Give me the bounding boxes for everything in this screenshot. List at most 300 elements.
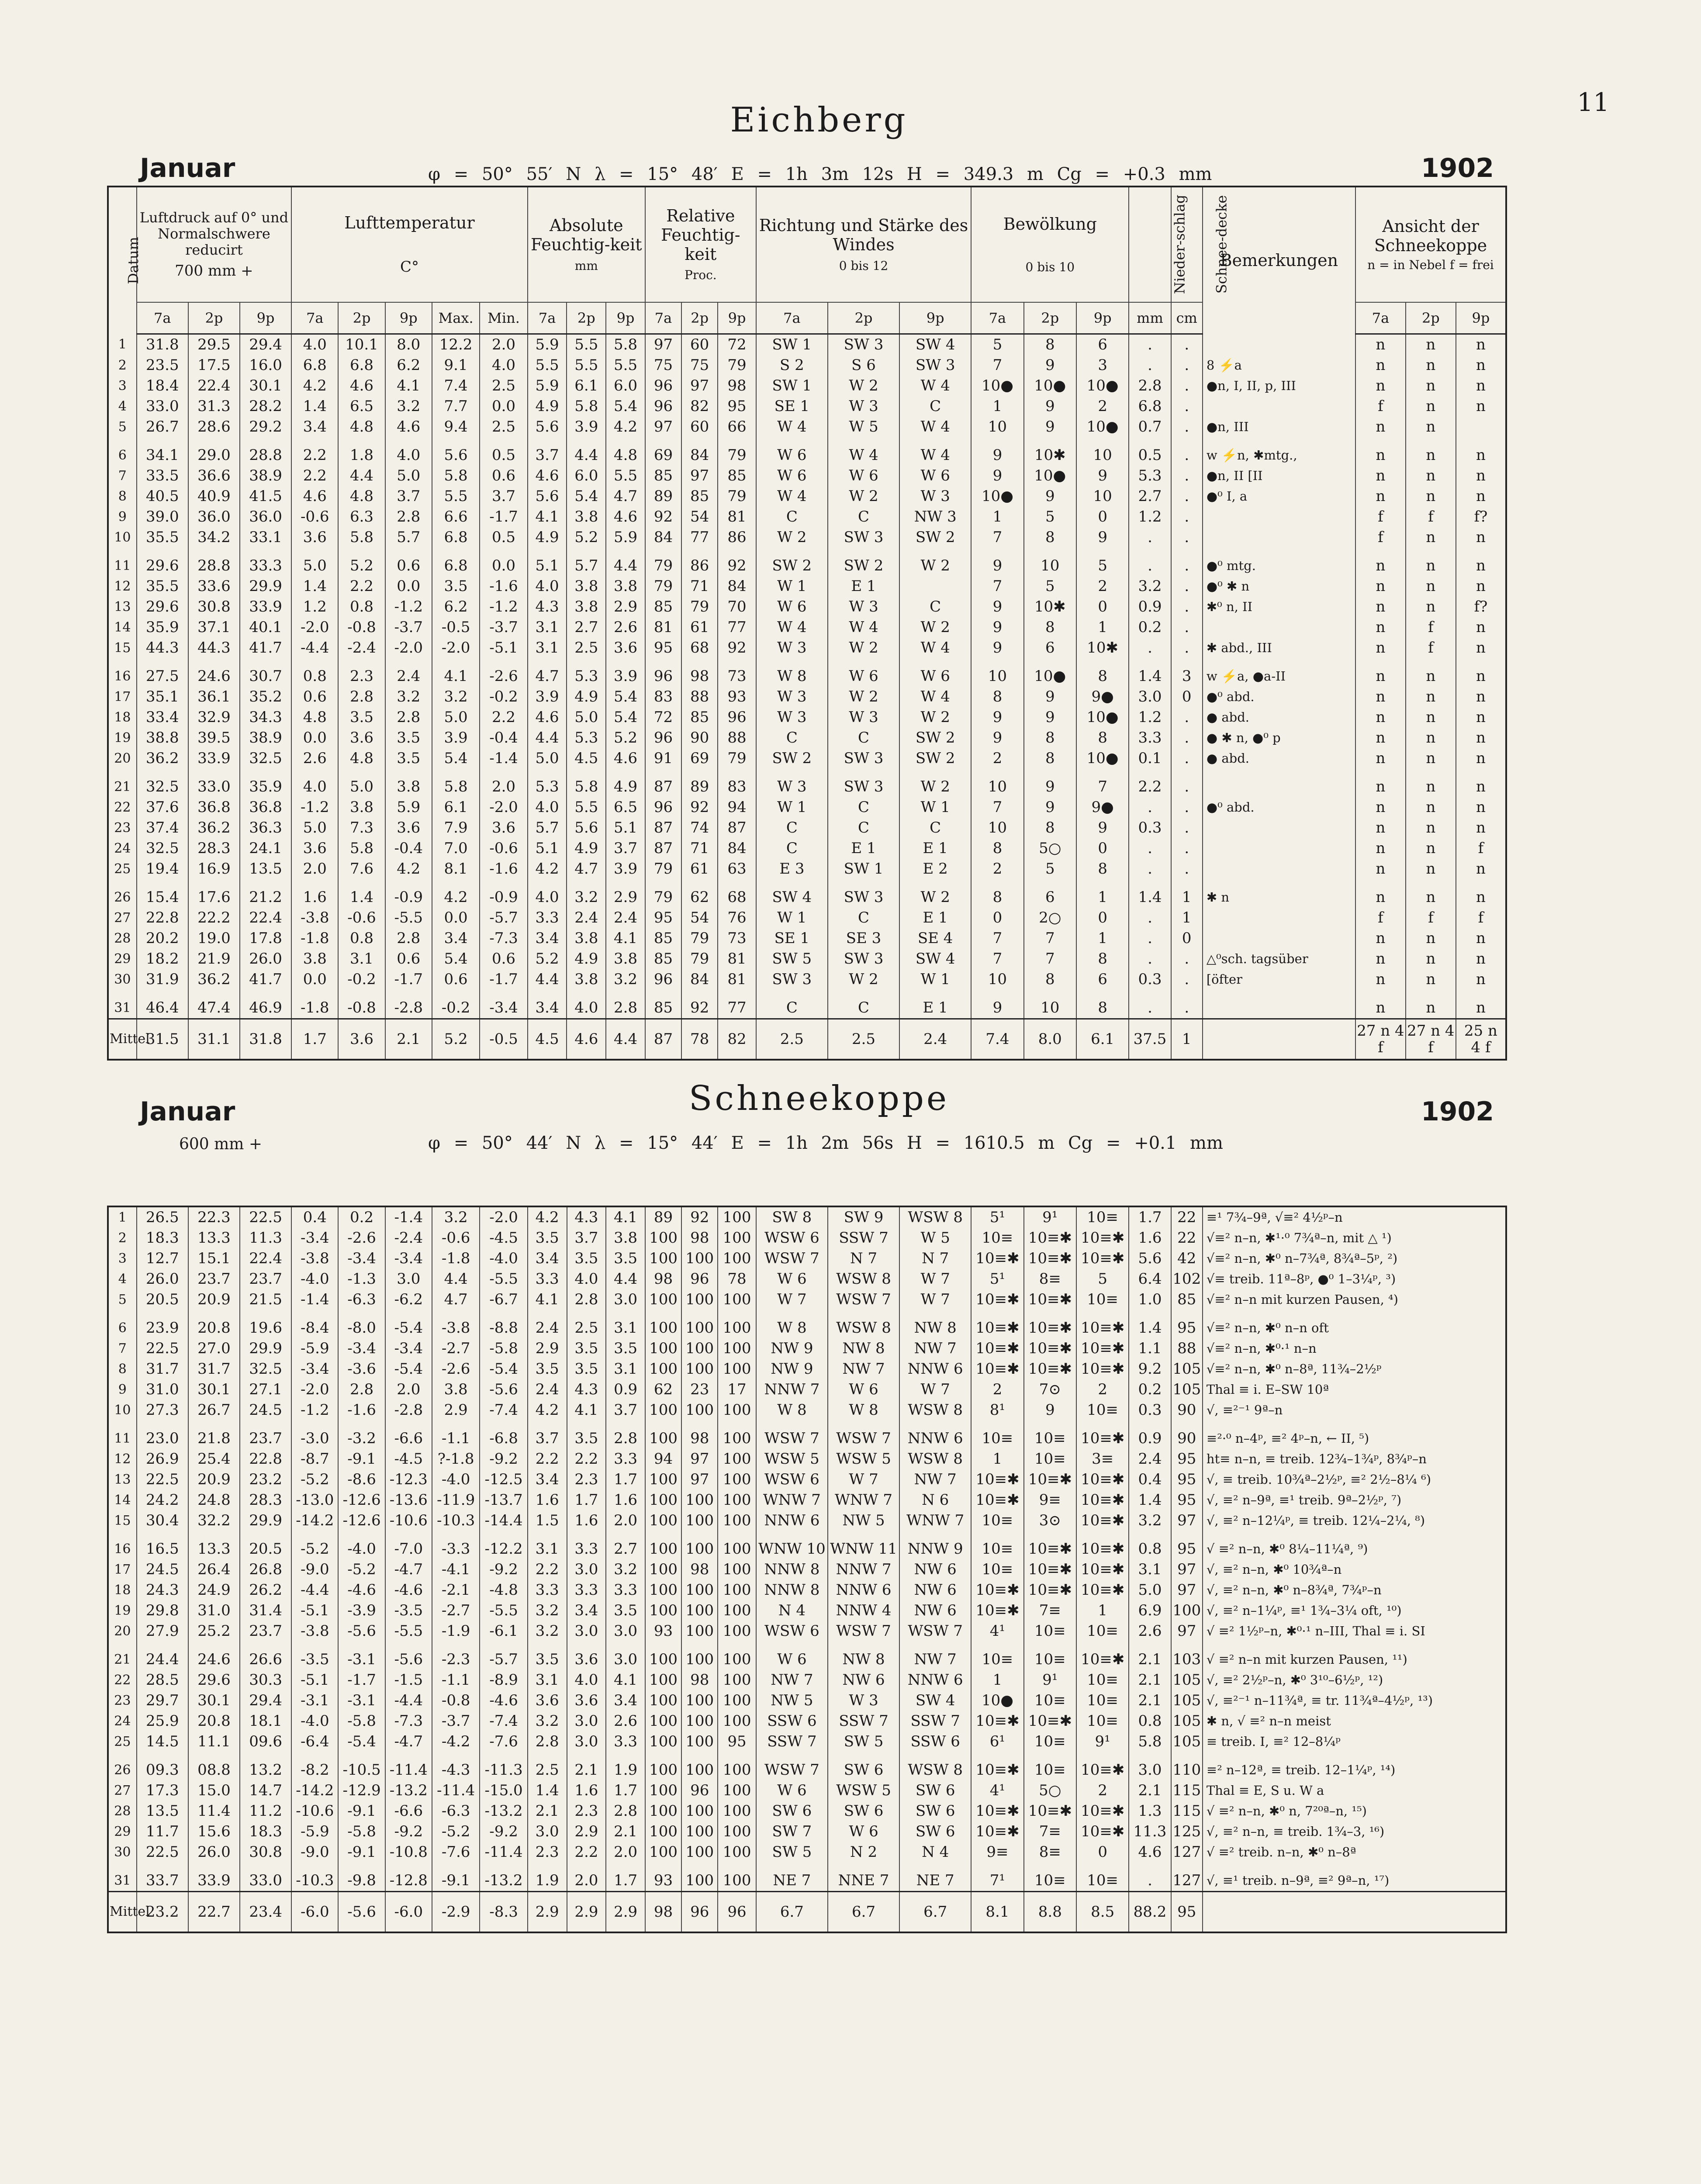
data-cell: 62: [645, 1379, 681, 1400]
data-cell: NNE 7: [828, 1863, 899, 1892]
data-cell: -4.7: [385, 1559, 432, 1580]
bw-9p: 9p: [1076, 302, 1129, 334]
data-cell: 5.9: [528, 334, 567, 356]
data-cell: 3.3: [528, 1269, 567, 1289]
data-cell: 4.3: [567, 1379, 606, 1400]
data-cell: 97: [681, 1469, 718, 1490]
remark-cell: √, ≡²⁻¹ n–11¾ª, ≡ tr. 11¾ª–4½ᵖ, ¹³): [1203, 1690, 1506, 1711]
mittel-cell: 25 n 4 f: [1456, 1019, 1506, 1060]
data-cell: 2.4: [1129, 1449, 1171, 1469]
data-cell: 10: [1076, 437, 1129, 466]
data-cell: 7.3: [338, 818, 385, 838]
data-cell: 72: [645, 707, 681, 728]
data-cell: 100: [681, 1400, 718, 1420]
data-cell: E 1: [899, 838, 971, 859]
data-cell: -2.7: [432, 1338, 480, 1359]
data-cell: 98: [681, 1228, 718, 1248]
data-cell: 6.8: [432, 548, 480, 576]
data-cell: 1: [971, 507, 1023, 527]
data-cell: 10≡✱: [1024, 1289, 1076, 1310]
mittel-cell: 7.4: [971, 1019, 1023, 1060]
data-cell: 7⊙: [1024, 1379, 1076, 1400]
data-cell: -1.9: [432, 1621, 480, 1641]
day-cell: 25: [108, 1731, 137, 1752]
day-cell: 26: [108, 879, 137, 908]
data-cell: .: [1171, 548, 1203, 576]
data-cell: 71: [681, 576, 718, 597]
data-cell: 3.5: [528, 1359, 567, 1379]
data-cell: 4.1: [385, 376, 432, 396]
data-cell: 79: [645, 879, 681, 908]
data-cell: W 2: [828, 638, 899, 658]
data-cell: -6.6: [385, 1801, 432, 1821]
data-cell: 16.0: [240, 355, 291, 376]
data-cell: SW 4: [756, 879, 828, 908]
data-cell: 2.5: [567, 1310, 606, 1338]
data-cell: 98: [681, 1559, 718, 1580]
data-cell: W 2: [899, 707, 971, 728]
data-cell: -11.4: [385, 1752, 432, 1780]
data-cell: 5.0: [291, 548, 338, 576]
data-cell: 8: [1024, 969, 1076, 990]
data-cell: -1.1: [432, 1670, 480, 1690]
day-cell: 11: [108, 548, 137, 576]
data-cell: 4.0: [567, 990, 606, 1019]
table-row: [108, 507, 1506, 527]
data-cell: W 6: [756, 1780, 828, 1801]
data-cell: 7¹: [971, 1863, 1023, 1892]
data-cell: 4.6: [528, 466, 567, 486]
data-cell: .: [1171, 638, 1203, 658]
data-cell: NNW 8: [756, 1580, 828, 1600]
data-cell: 4.4: [528, 969, 567, 990]
remark-cell: w ⚡n, ✱mtg.,: [1203, 437, 1355, 466]
data-cell: f: [1406, 638, 1456, 658]
data-cell: 25.4: [188, 1449, 240, 1469]
data-cell: -12.9: [338, 1780, 385, 1801]
data-cell: 9: [971, 466, 1023, 486]
eichberg-header: [131, 100, 1507, 188]
data-cell: n: [1406, 748, 1456, 769]
data-cell: -10.6: [385, 1510, 432, 1531]
data-cell: 1.6: [528, 1490, 567, 1510]
data-cell: 2.0: [480, 769, 527, 797]
data-cell: 10≡✱: [971, 1821, 1023, 1842]
data-cell: 5.7: [385, 527, 432, 548]
data-cell: W 6: [756, 1641, 828, 1670]
data-cell: -5.5: [385, 908, 432, 928]
data-cell: 3.2: [432, 1206, 480, 1228]
data-cell: 2.1: [1129, 1690, 1171, 1711]
data-cell: 7: [971, 355, 1023, 376]
data-cell: SW 1: [756, 376, 828, 396]
data-cell: W 2: [756, 527, 828, 548]
data-cell: 7.9: [432, 818, 480, 838]
data-cell: SW 4: [899, 1690, 971, 1711]
data-cell: 6.8: [432, 527, 480, 548]
data-cell: 85: [645, 466, 681, 486]
data-cell: 22.5: [137, 1842, 188, 1863]
data-cell: 38.9: [240, 466, 291, 486]
data-cell: -13.0: [291, 1490, 338, 1510]
data-cell: SSW 6: [899, 1731, 971, 1752]
remark-cell: Thal ≡ E, S u. W a: [1203, 1780, 1506, 1801]
data-cell: 85: [645, 597, 681, 617]
remark-cell: [1203, 769, 1355, 797]
data-cell: 6.0: [606, 376, 645, 396]
data-cell: 84: [718, 576, 756, 597]
data-cell: 95: [645, 908, 681, 928]
data-cell: f: [1406, 908, 1456, 928]
data-cell: 10≡✱: [1076, 1490, 1129, 1510]
data-cell: -2.3: [432, 1641, 480, 1670]
data-cell: .: [1171, 818, 1203, 838]
data-cell: n: [1406, 466, 1456, 486]
data-cell: f: [1406, 617, 1456, 638]
data-cell: 1.7: [606, 1780, 645, 1801]
data-cell: 20.9: [188, 1469, 240, 1490]
data-cell: -9.0: [291, 1842, 338, 1863]
data-cell: 100: [681, 1863, 718, 1892]
data-cell: n: [1355, 969, 1406, 990]
data-cell: W 2: [828, 486, 899, 507]
data-cell: 40.9: [188, 486, 240, 507]
data-cell: 3.9: [432, 728, 480, 748]
data-cell: SW 1: [756, 334, 828, 356]
data-cell: C: [828, 908, 899, 928]
data-cell: 13.2: [240, 1752, 291, 1780]
data-cell: 71: [681, 838, 718, 859]
table-row: [108, 1449, 1506, 1469]
data-cell: -7.6: [432, 1842, 480, 1863]
data-cell: 84: [645, 527, 681, 548]
data-cell: -9.2: [480, 1821, 527, 1842]
data-cell: 28.3: [240, 1490, 291, 1510]
data-cell: -6.7: [480, 1289, 527, 1310]
data-cell: 19.0: [188, 928, 240, 949]
data-cell: n: [1456, 466, 1506, 486]
data-cell: 4.6: [338, 376, 385, 396]
data-cell: 3.7: [480, 486, 527, 507]
data-cell: 6.9: [1129, 1600, 1171, 1621]
remark-cell: ≡¹ 7¾–9ª, √≡² 4½ᵖ–n: [1203, 1206, 1506, 1228]
data-cell: -3.0: [291, 1420, 338, 1449]
data-cell: 22.5: [240, 1206, 291, 1228]
data-cell: -3.1: [291, 1690, 338, 1711]
data-cell: -1.7: [385, 969, 432, 990]
data-cell: n: [1456, 748, 1506, 769]
data-cell: W 6: [756, 437, 828, 466]
data-cell: -3.5: [291, 1641, 338, 1670]
data-cell: 5.0: [338, 769, 385, 797]
data-cell: 36.1: [188, 687, 240, 707]
data-cell: -5.1: [291, 1670, 338, 1690]
data-cell: 4.1: [567, 1400, 606, 1420]
data-cell: 22.2: [188, 908, 240, 928]
data-cell: 5.0: [432, 707, 480, 728]
day-cell: 3: [108, 1248, 137, 1269]
data-cell: -5.7: [480, 1641, 527, 1670]
data-cell: -3.4: [291, 1359, 338, 1379]
data-cell: 29.7: [137, 1690, 188, 1711]
af-2p: 2p: [567, 302, 606, 334]
data-cell: -8.4: [291, 1310, 338, 1338]
data-cell: W 6: [756, 597, 828, 617]
data-cell: 0.6: [432, 969, 480, 990]
mittel-cell: 98: [645, 1892, 681, 1933]
data-cell: -1.4: [291, 1289, 338, 1310]
mittel-cell: -6.0: [291, 1892, 338, 1933]
data-cell: 3.1: [528, 638, 567, 658]
remark-cell: △⁰sch. tagsüber: [1203, 949, 1355, 969]
data-cell: n: [1456, 687, 1506, 707]
data-cell: 10≡✱: [1076, 1228, 1129, 1248]
data-cell: 4.0: [480, 355, 527, 376]
data-cell: f?: [1456, 507, 1506, 527]
eichberg-station-title: Eichberg: [730, 100, 908, 140]
data-cell: 29.9: [240, 1510, 291, 1531]
data-cell: 10≡: [971, 1531, 1023, 1559]
day-cell: 3: [108, 376, 137, 396]
data-cell: 11.1: [188, 1731, 240, 1752]
data-cell: SW 5: [828, 1731, 899, 1752]
data-cell: -4.5: [480, 1228, 527, 1248]
data-cell: -3.4: [291, 1228, 338, 1248]
schneekoppe-rows: [108, 1206, 1506, 1932]
data-cell: 95: [1171, 1310, 1203, 1338]
data-cell: 10≡: [971, 1420, 1023, 1449]
data-cell: -3.8: [432, 1310, 480, 1338]
niederschlag-header: Nieder-schlag: [1129, 187, 1171, 302]
data-cell: 9●: [1076, 687, 1129, 707]
data-cell: W 2: [899, 879, 971, 908]
data-cell: n: [1406, 376, 1456, 396]
mittel-cell: 4.4: [606, 1019, 645, 1060]
data-cell: 0.0: [480, 396, 527, 417]
data-cell: 10≡✱: [1076, 1559, 1129, 1580]
data-cell: 5.8: [338, 838, 385, 859]
data-cell: 100: [718, 1228, 756, 1248]
day-cell: 19: [108, 1600, 137, 1621]
data-cell: 33.7: [137, 1863, 188, 1892]
data-cell: -7.3: [385, 1711, 432, 1731]
data-cell: 3.5: [528, 1641, 567, 1670]
data-cell: 79: [718, 355, 756, 376]
mittel-cell: 2.1: [385, 1019, 432, 1060]
data-cell: 0.8: [338, 597, 385, 617]
data-cell: 0.0: [480, 548, 527, 576]
data-cell: WSW 7: [828, 1289, 899, 1310]
data-cell: 2.5: [480, 417, 527, 437]
data-cell: 92: [645, 507, 681, 527]
data-cell: 96: [645, 797, 681, 818]
af-7a: 7a: [528, 302, 567, 334]
data-cell: 26.0: [137, 1269, 188, 1289]
data-cell: 2.8: [385, 707, 432, 728]
data-cell: 0.4: [1129, 1469, 1171, 1490]
data-cell: n: [1406, 707, 1456, 728]
data-cell: 92: [718, 638, 756, 658]
data-cell: W 4: [828, 437, 899, 466]
data-cell: W 3: [756, 769, 828, 797]
data-cell: 34.1: [137, 437, 188, 466]
data-cell: n: [1406, 437, 1456, 466]
data-cell: 15.0: [188, 1780, 240, 1801]
data-cell: 6.8: [338, 355, 385, 376]
data-cell: 100: [645, 1641, 681, 1670]
data-cell: 1: [971, 396, 1023, 417]
data-cell: 0.8: [338, 928, 385, 949]
table-row: [108, 1641, 1506, 1670]
table-row: [108, 376, 1506, 396]
data-cell: n: [1406, 417, 1456, 437]
data-cell: 5.2: [528, 949, 567, 969]
data-cell: .: [1129, 334, 1171, 356]
data-cell: -12.8: [385, 1863, 432, 1892]
data-cell: -2.0: [480, 1206, 527, 1228]
data-cell: 92: [681, 797, 718, 818]
data-cell: SE 4: [899, 928, 971, 949]
data-cell: 4.4: [338, 466, 385, 486]
table-row: [108, 1863, 1506, 1892]
lt-min: Min.: [480, 302, 527, 334]
data-cell: -4.5: [385, 1449, 432, 1469]
table-row: [108, 466, 1506, 486]
data-cell: NW 9: [756, 1338, 828, 1359]
data-cell: 10≡✱: [1076, 1580, 1129, 1600]
data-cell: 1.4: [1129, 879, 1171, 908]
data-cell: 100: [718, 1248, 756, 1269]
data-cell: -5.5: [480, 1269, 527, 1289]
mittel-cell: 2.4: [899, 1019, 971, 1060]
data-cell: 100: [718, 1641, 756, 1670]
data-cell: 0: [1171, 928, 1203, 949]
data-cell: 31.7: [137, 1359, 188, 1379]
table-row: [108, 949, 1506, 969]
data-cell: 3.6: [291, 527, 338, 548]
data-cell: 8: [1024, 748, 1076, 769]
data-cell: 2.4: [528, 1379, 567, 1400]
data-cell: 81: [645, 617, 681, 638]
data-cell: 95: [1171, 1531, 1203, 1559]
data-cell: 20.9: [188, 1289, 240, 1310]
data-cell: 96: [645, 658, 681, 687]
data-cell: 33.6: [188, 576, 240, 597]
data-cell: 13.3: [188, 1531, 240, 1559]
data-cell: 3.2: [528, 1621, 567, 1641]
data-cell: n: [1406, 769, 1456, 797]
data-cell: -0.6: [480, 838, 527, 859]
data-cell: 4.0: [528, 797, 567, 818]
data-cell: -4.6: [480, 1690, 527, 1711]
data-cell: 4.6: [606, 748, 645, 769]
data-cell: 77: [681, 527, 718, 548]
data-cell: 27.1: [240, 1379, 291, 1400]
data-cell: 2.2: [567, 1449, 606, 1469]
data-cell: NNW 7: [756, 1379, 828, 1400]
data-cell: 10≡✱: [971, 1310, 1023, 1338]
data-cell: 62: [681, 879, 718, 908]
data-cell: 92: [681, 1206, 718, 1228]
day-cell: 29: [108, 949, 137, 969]
data-cell: 29.8: [137, 1600, 188, 1621]
data-cell: 75: [681, 355, 718, 376]
data-cell: 10●: [971, 376, 1023, 396]
data-cell: WSW 7: [899, 1621, 971, 1641]
data-cell: 3.9: [528, 687, 567, 707]
data-cell: 32.2: [188, 1510, 240, 1531]
data-cell: NW 8: [899, 1310, 971, 1338]
data-cell: 08.8: [188, 1752, 240, 1780]
data-cell: 15.1: [188, 1248, 240, 1269]
table-row: [108, 797, 1506, 818]
data-cell: 28.3: [188, 838, 240, 859]
data-cell: 6.4: [1129, 1269, 1171, 1289]
data-cell: 10≡: [1024, 1641, 1076, 1670]
data-cell: NNW 6: [899, 1670, 971, 1690]
data-cell: 100: [718, 1801, 756, 1821]
data-cell: 1.2: [1129, 707, 1171, 728]
data-cell: 22.4: [240, 908, 291, 928]
mittel-cell: 2.9: [528, 1892, 567, 1933]
day-cell: 24: [108, 838, 137, 859]
data-cell: W 3: [899, 486, 971, 507]
data-cell: 100: [718, 1490, 756, 1510]
data-cell: n: [1456, 769, 1506, 797]
data-cell: 4.1: [606, 1670, 645, 1690]
data-cell: 3.6: [480, 818, 527, 838]
data-cell: n: [1355, 466, 1406, 486]
table-row: [108, 1228, 1506, 1248]
data-cell: 3.8: [432, 1379, 480, 1400]
data-cell: -15.0: [480, 1780, 527, 1801]
data-cell: E 1: [899, 908, 971, 928]
data-cell: 5.6: [567, 818, 606, 838]
data-cell: .: [1129, 949, 1171, 969]
data-cell: 9: [971, 437, 1023, 466]
data-cell: 4.9: [528, 527, 567, 548]
data-cell: 3.0: [606, 1621, 645, 1641]
data-cell: NW 7: [899, 1338, 971, 1359]
data-cell: 26.0: [240, 949, 291, 969]
data-cell: 83: [718, 769, 756, 797]
table-row: [108, 1400, 1506, 1420]
data-cell: -5.9: [291, 1821, 338, 1842]
data-cell: -2.0: [432, 638, 480, 658]
data-cell: 47.4: [188, 990, 240, 1019]
day-cell: 16: [108, 1531, 137, 1559]
data-cell: W 7: [828, 1469, 899, 1490]
data-cell: 4.9: [567, 687, 606, 707]
data-cell: 0.8: [291, 658, 338, 687]
data-cell: 5.1: [528, 548, 567, 576]
data-cell: .: [1171, 769, 1203, 797]
data-cell: 10≡✱: [1076, 1469, 1129, 1490]
data-cell: 2.1: [1129, 1641, 1171, 1670]
data-cell: 73: [718, 658, 756, 687]
lt-2p: 2p: [338, 302, 385, 334]
mittel-cell: [1203, 1892, 1506, 1933]
data-cell: C: [756, 507, 828, 527]
remark-cell: [1203, 818, 1355, 838]
data-cell: 1.5: [528, 1510, 567, 1531]
data-cell: 95: [1171, 1490, 1203, 1510]
mittel-cell: 5.2: [432, 1019, 480, 1060]
data-cell: f: [1456, 908, 1506, 928]
data-cell: 94: [645, 1449, 681, 1469]
data-cell: .: [1171, 507, 1203, 527]
data-cell: 2: [1076, 576, 1129, 597]
